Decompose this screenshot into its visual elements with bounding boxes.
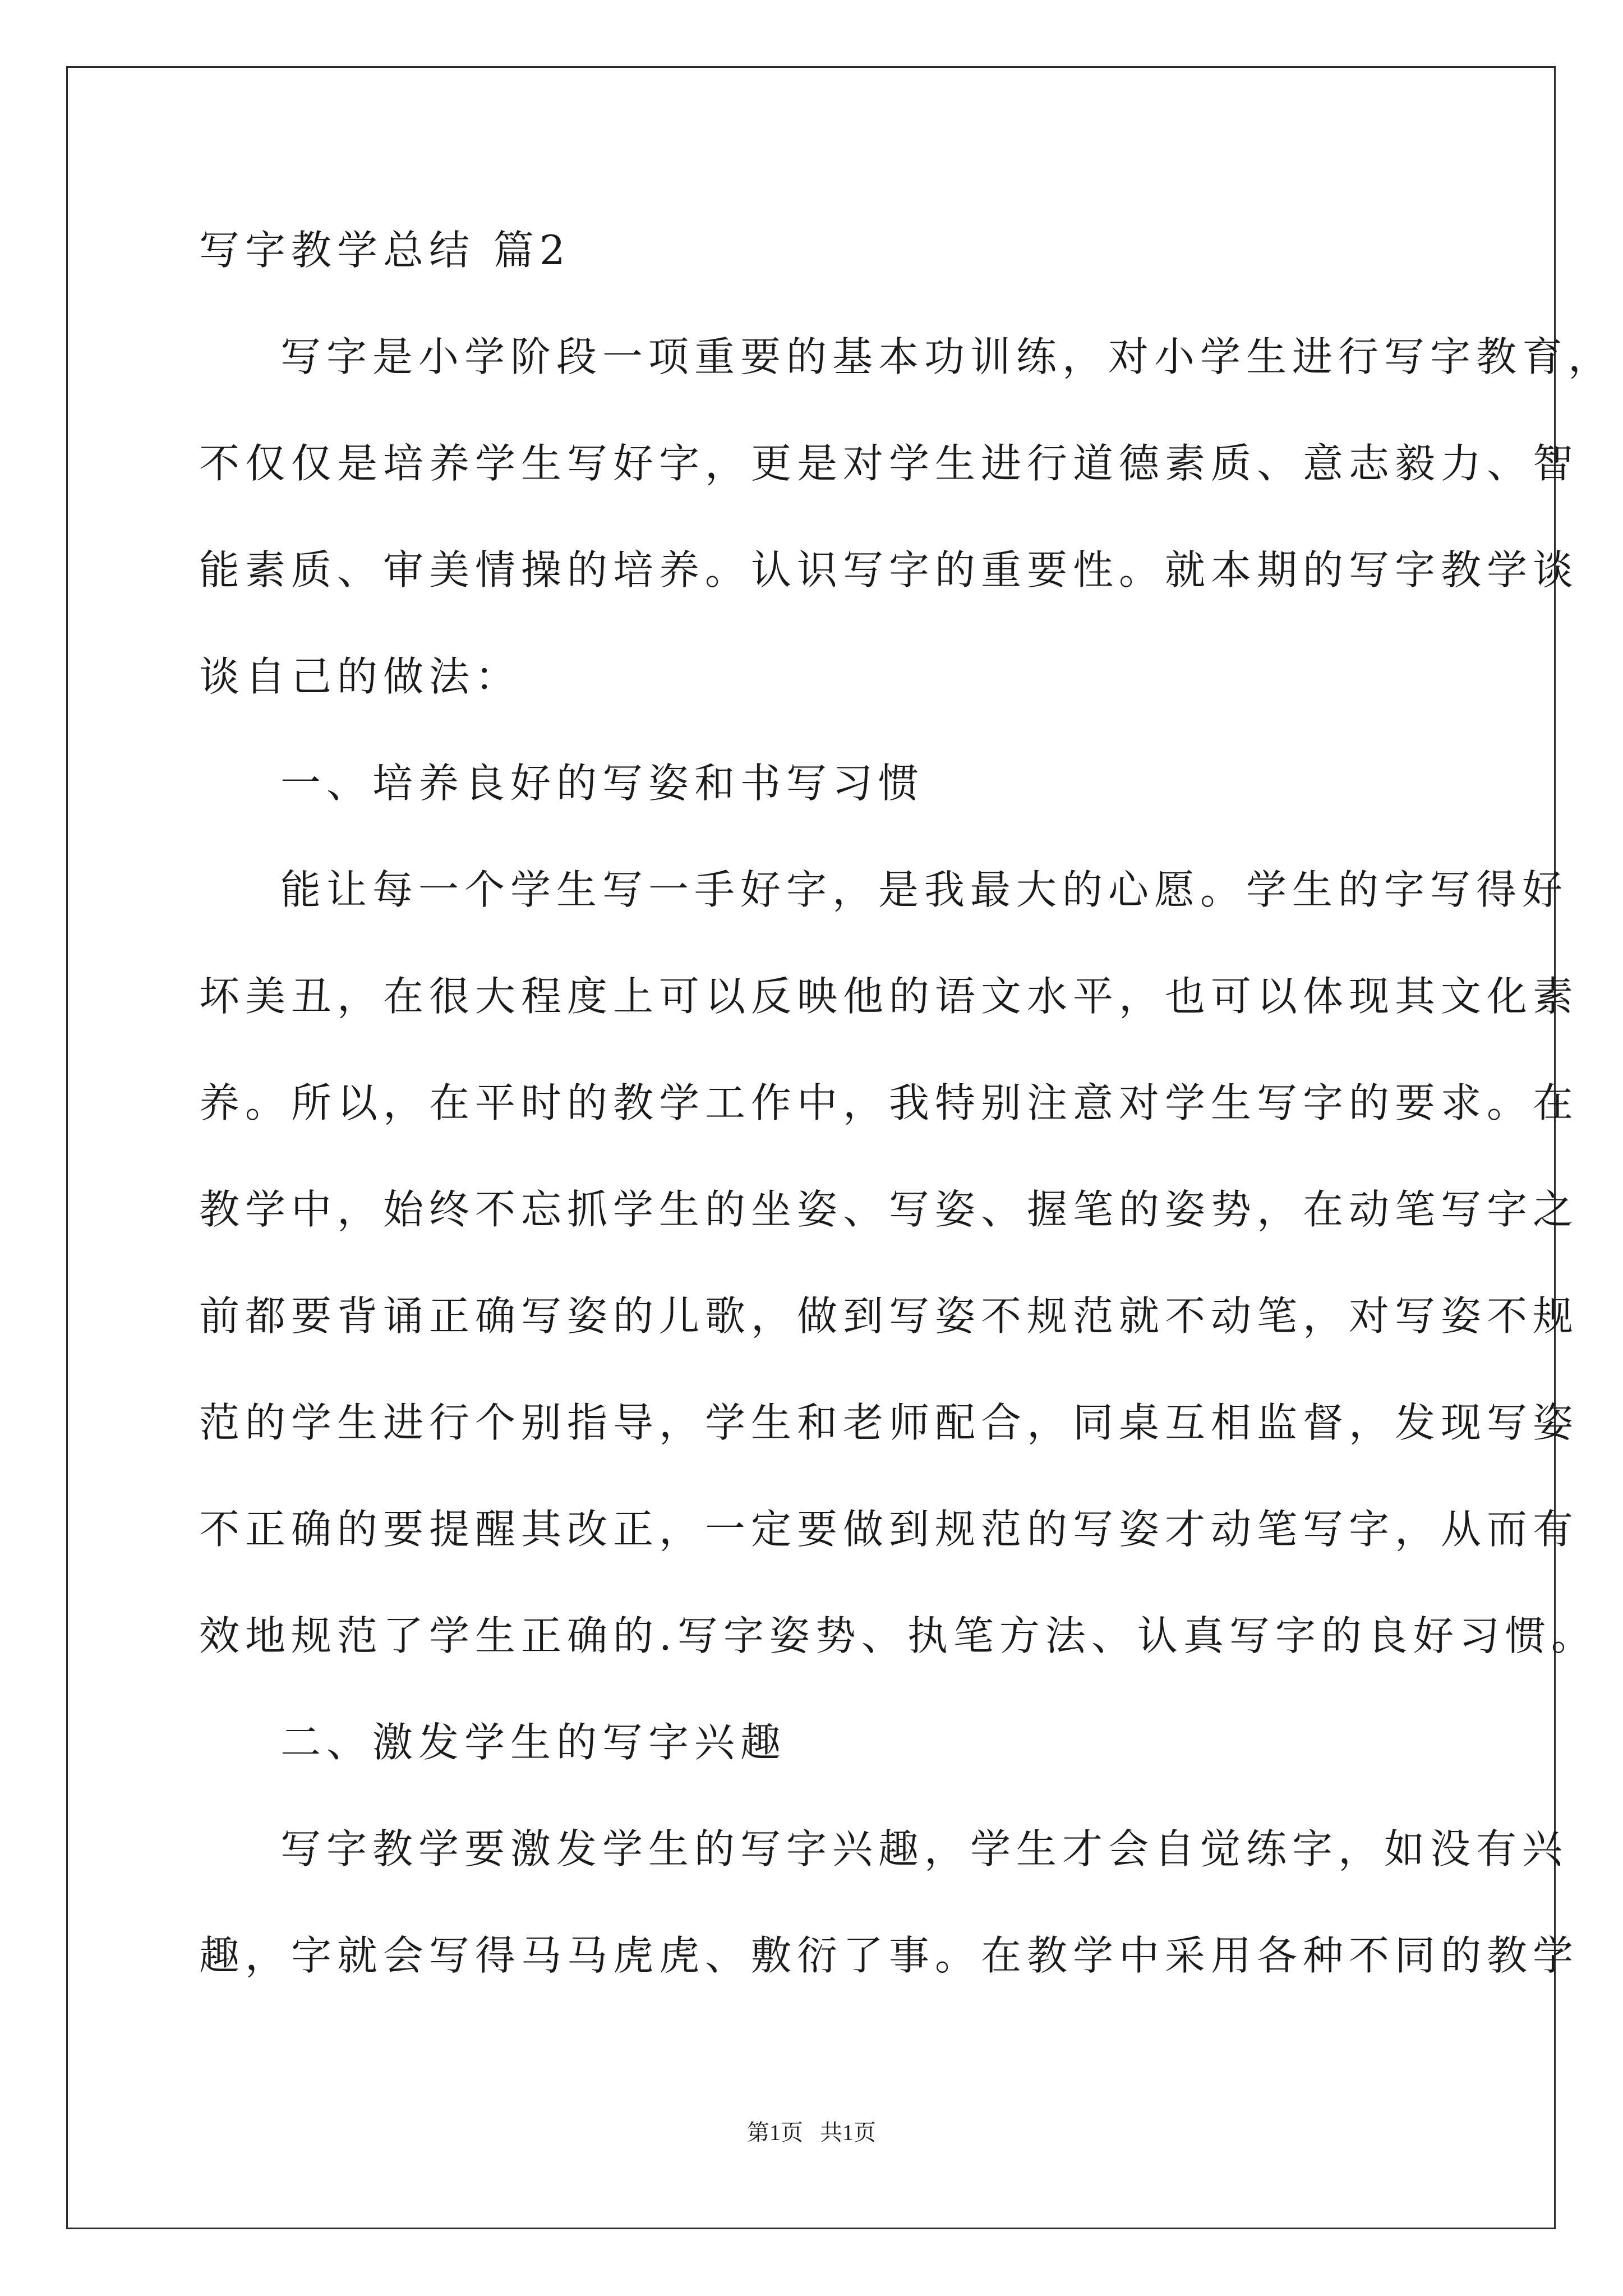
paragraph-line: 效地规范了学生正确的.写字姿势、执笔方法、认真写字的良好习惯。 bbox=[199, 1612, 1597, 1659]
paragraph-line: 范的学生进行个别指导，学生和老师配合，同桌互相监督，发现写姿 bbox=[199, 1399, 1579, 1446]
paragraph-line: 能素质、审美情操的培养。认识写字的重要性。就本期的写字教学谈 bbox=[199, 546, 1579, 593]
section-heading: 一、培养良好的写姿和书写习惯 bbox=[280, 760, 925, 807]
paragraph-line: 谈自己的做法： bbox=[199, 653, 522, 700]
paragraph-line: 不仅仅是培养学生写好字，更是对学生进行道德素质、意志毅力、智 bbox=[199, 440, 1579, 487]
page-footer: 第1页 共1页 bbox=[747, 2120, 876, 2145]
paragraph-line: 写字教学要激发学生的写字兴趣，学生才会自觉练字，如没有兴 bbox=[280, 1825, 1569, 1872]
paragraph-line: 趣，字就会写得马马虎虎、敷衍了事。在教学中采用各种不同的教学 bbox=[199, 1932, 1579, 1979]
paragraph-line: 坏美丑，在很大程度上可以反映他的语文水平，也可以体现其文化素 bbox=[199, 973, 1579, 1020]
page-border bbox=[66, 66, 1556, 2229]
paragraph-line: 养。所以，在平时的教学工作中，我特别注意对学生写字的要求。在 bbox=[199, 1079, 1579, 1126]
paragraph-line: 能让每一个学生写一手好字，是我最大的心愿。学生的字写得好 bbox=[280, 866, 1569, 913]
paragraph-line: 不正确的要提醒其改正，一定要做到规范的写姿才动笔写字，从而有 bbox=[199, 1506, 1579, 1553]
paragraph-line: 前都要背诵正确写姿的儿歌，做到写姿不规范就不动笔，对写姿不规 bbox=[199, 1292, 1579, 1340]
section-heading: 二、激发学生的写字兴趣 bbox=[280, 1719, 787, 1766]
paragraph-line: 写字是小学阶段一项重要的基本功训练，对小学生进行写字教育， bbox=[280, 333, 1615, 380]
paragraph-line: 教学中，始终不忘抓学生的坐姿、写姿、握笔的姿势，在动笔写字之 bbox=[199, 1186, 1579, 1233]
document-title: 写字教学总结 篇2 bbox=[199, 227, 571, 274]
